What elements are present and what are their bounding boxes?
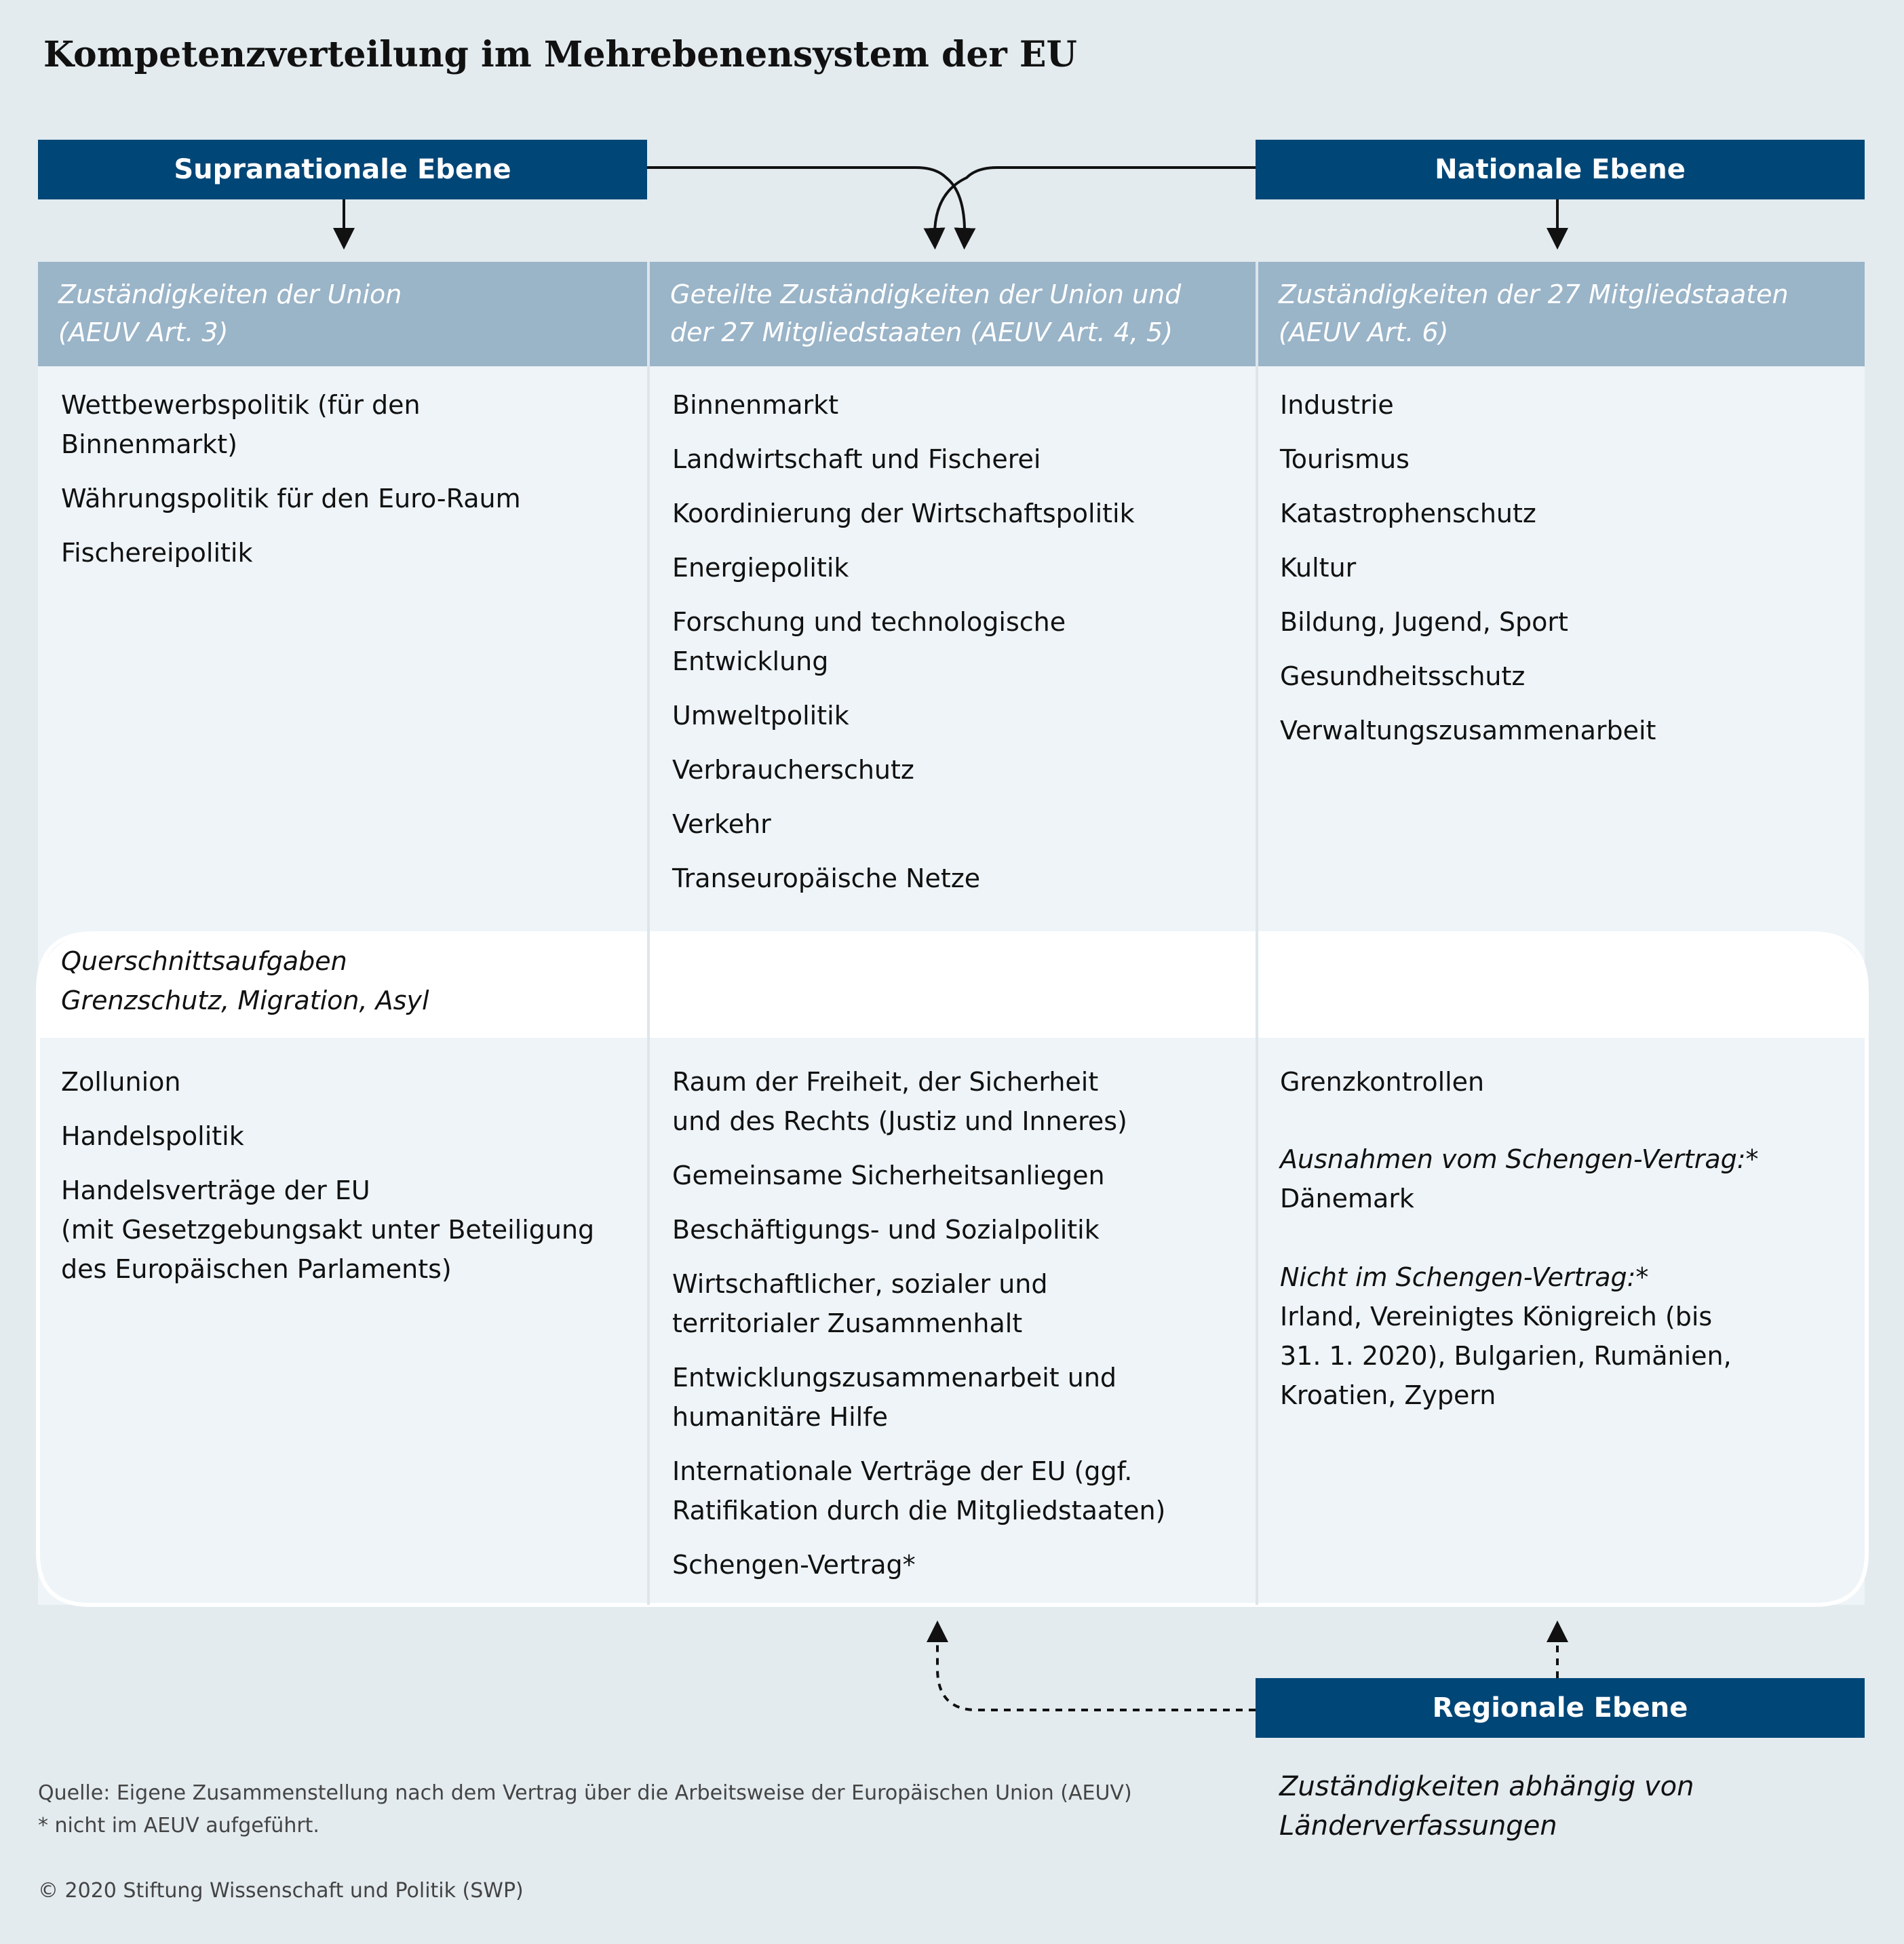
list-item: Entwicklungszusammenarbeit und humanitäre Hilfe xyxy=(672,1363,1117,1432)
list-item: Beschäftigungs- und Sozialpolitik xyxy=(672,1215,1100,1245)
column-header-union-line2: (AEUV Art. 3) xyxy=(58,317,229,347)
national-level-label: Nationale Ebene xyxy=(1435,154,1686,185)
crosscutting-topics: Grenzschutz, Migration, Asyl xyxy=(61,986,429,1015)
supranational-level-label: Supranationale Ebene xyxy=(174,154,511,185)
list-item: Grenzkontrollen xyxy=(1280,1067,1485,1097)
regional-description xyxy=(1279,1767,1694,1846)
regional-level-box xyxy=(1256,1678,1865,1738)
regional-level-label: Regionale Ebene xyxy=(1432,1692,1688,1724)
union-top-list xyxy=(61,385,631,587)
schengen-exception-text: Dänemark xyxy=(1280,1184,1414,1213)
footer-source: Quelle: Eigene Zusammenstellung nach dem Vertrag über die Arbeitsweise der Europäischen Union (AEUV) xyxy=(38,1781,1132,1805)
list-item: Verbraucherschutz xyxy=(672,755,914,785)
list-item: Kultur xyxy=(1280,553,1357,583)
regional-description-line1: Zuständigkeiten abhängig von xyxy=(1279,1771,1694,1802)
list-item: Schengen-Vertrag* xyxy=(672,1550,916,1580)
list-item: Forschung und technologische Entwicklung xyxy=(672,607,1066,676)
list-item: Tourismus xyxy=(1280,444,1410,474)
list-item: Verwaltungszusammenarbeit xyxy=(1280,716,1656,745)
list-item: Bildung, Jugend, Sport xyxy=(1280,607,1568,637)
shared-bottom-list xyxy=(672,1062,1249,1599)
list-item: Fischereipolitik xyxy=(61,538,253,568)
column-header-union xyxy=(38,262,647,366)
crosscutting-label xyxy=(61,941,429,1020)
schengen-exception-label: Ausnahmen vom Schengen-Vertrag:* xyxy=(1280,1144,1759,1174)
not-in-schengen-label: Nicht im Schengen-Vertrag:* xyxy=(1280,1262,1649,1292)
column-header-national-line2: (AEUV Art. 6) xyxy=(1279,317,1449,347)
list-item: Internationale Verträge der EU (ggf. Ratifikation durch die Mitgliedstaaten) xyxy=(672,1456,1166,1525)
footer-note: * nicht im AEUV aufgeführt. xyxy=(38,1814,319,1838)
column-header-union-line1: Zuständigkeiten der Union xyxy=(58,279,402,309)
list-item: Energiepolitik xyxy=(672,553,849,583)
column-header-shared-line1: Geteilte Zuständigkeiten der Union und xyxy=(670,279,1182,309)
list-item: Wettbewerbspolitik (für den Binnenmarkt) xyxy=(61,390,421,459)
list-item: Landwirtschaft und Fischerei xyxy=(672,444,1041,474)
crosscutting-title: Querschnittsaufgaben xyxy=(61,946,347,976)
list-item: Gesundheitsschutz xyxy=(1280,661,1526,691)
shared-top-list xyxy=(672,385,1242,913)
column-header-shared-line2: der 27 Mitgliedstaaten (AEUV Art. 4, 5) xyxy=(670,317,1173,347)
column-header-national xyxy=(1258,262,1865,366)
list-item: Katastrophenschutz xyxy=(1280,499,1536,528)
schengen-exception-note xyxy=(1280,1140,1857,1218)
not-in-schengen-note xyxy=(1280,1258,1857,1415)
list-item: Zollunion xyxy=(61,1067,181,1097)
list-item: Umweltpolitik xyxy=(672,701,849,731)
regional-description-line2: Länderverfassungen xyxy=(1279,1810,1557,1842)
list-item: Binnenmarkt xyxy=(672,390,839,420)
national-bottom-list xyxy=(1280,1062,1857,1116)
not-in-schengen-text: Irland, Vereinigtes Königreich (bis 31. 1. 2020), Bulgarien, Rumänien, Kroatien, Zypern xyxy=(1280,1302,1732,1410)
national-top-list xyxy=(1280,385,1850,765)
list-item: Wirtschaftlicher, sozialer und territorialer Zusammenhalt xyxy=(672,1269,1048,1338)
list-item: Handelsverträge der EU (mit Gesetzgebungsakt unter Beteiligung des Europäischen Parlaments) xyxy=(61,1175,595,1284)
page-title: Kompetenzverteilung im Mehrebenensystem der EU xyxy=(43,34,1077,75)
union-bottom-list xyxy=(61,1062,638,1304)
list-item: Währungspolitik für den Euro-Raum xyxy=(61,484,521,513)
column-header-national-line1: Zuständigkeiten der 27 Mitgliedstaaten xyxy=(1279,279,1789,309)
list-item: Verkehr xyxy=(672,809,771,839)
list-item: Handelspolitik xyxy=(61,1121,244,1151)
list-item: Transeuropäische Netze xyxy=(672,863,981,893)
list-item: Industrie xyxy=(1280,390,1394,420)
column-header-shared xyxy=(650,262,1256,366)
list-item: Koordinierung der Wirtschaftspolitik xyxy=(672,499,1135,528)
footer-copyright: © 2020 Stiftung Wissenschaft und Politik (SWP) xyxy=(38,1879,524,1903)
list-item: Raum der Freiheit, der Sicherheit und des Rechts (Justiz und Inneres) xyxy=(672,1067,1127,1136)
list-item: Gemeinsame Sicherheitsanliegen xyxy=(672,1161,1105,1190)
